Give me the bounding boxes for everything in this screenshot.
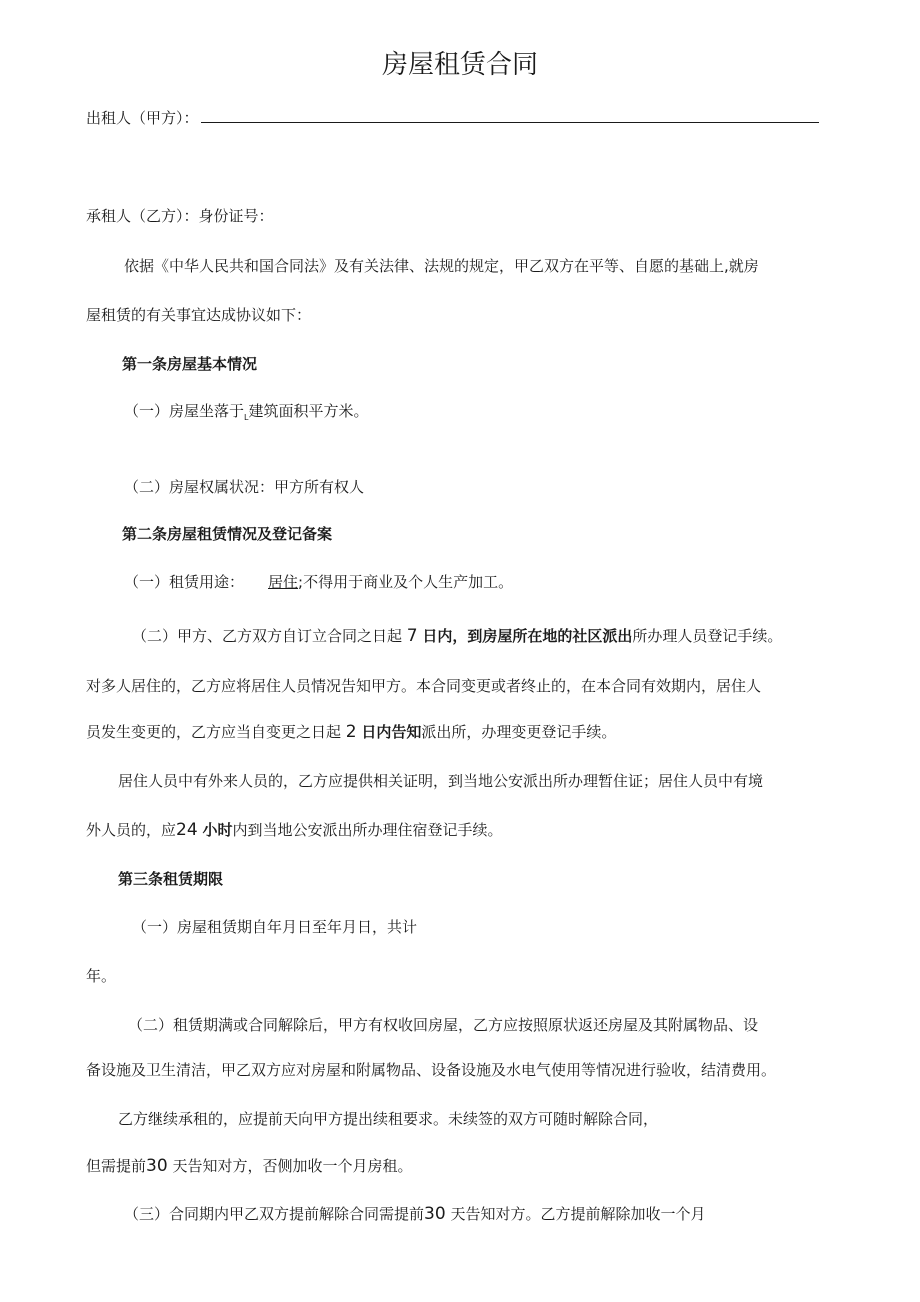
item-label: （一）租赁用途： — [124, 573, 245, 591]
item-text: （二）甲方、乙方双方自订立合同之日起 — [132, 627, 403, 645]
article-2-item-1 — [124, 572, 513, 592]
days-value: 30 — [424, 1204, 446, 1224]
usage-value: 居住 — [268, 573, 299, 591]
item-text-bold: 日内，到房屋所在地的社区派出 — [422, 627, 633, 645]
article-3-item-2-line-2: 备设施及卫生清洁，甲乙双方应对房屋和附属物品、设备设施及水电气使用等情况进行验收，结清费用。 — [86, 1061, 777, 1079]
article-2-item-2-line-1 — [132, 626, 782, 646]
days-value: 7 — [406, 626, 418, 646]
item-text-bold: 日内告知 — [361, 723, 422, 741]
intro-line-2: 屋租赁的有关事宜达成协议如下： — [86, 306, 312, 324]
hours-value: 24 — [176, 820, 198, 840]
article-3-item-1-line-1: （一）房屋租赁期自年月日至年月日，共计 — [132, 918, 418, 936]
article-2-heading: 第二条房屋租赁情况及登记备案 — [122, 525, 333, 543]
lessor-blank — [201, 108, 819, 123]
article-3-renew-line-1: 乙方继续承租的，应提前天向甲方提出续租要求。未续签的双方可随时解除合同， — [118, 1110, 659, 1128]
article-2-item-2-line-2: 对多人居住的，乙方应将居住人员情况告知甲方。本合同变更或者终止的，在本合同有效期内，居住人 — [86, 677, 762, 695]
item-text: 派出所，办理变更登记手续。 — [421, 723, 617, 741]
article-3-item-3 — [124, 1204, 705, 1224]
article-2-para-line-2 — [86, 820, 502, 840]
item-text: （一）房屋坐落于 — [124, 402, 245, 420]
item-text: ;不得用于商业及个人生产加工。 — [298, 573, 514, 591]
item-text: 但需提前 — [86, 1157, 147, 1175]
item-mark: L — [244, 413, 249, 422]
days-value: 2 — [345, 722, 357, 742]
lessor-label: 出租人（甲方）： — [86, 109, 199, 127]
item-text: （三）合同期内甲乙双方提前解除合同需提前 — [124, 1205, 425, 1223]
article-1-item-2: （二）房屋权属状况：甲方所有权人 — [124, 478, 365, 496]
page-title: 房屋租赁合同 — [381, 50, 538, 80]
item-text: 建筑面积平方米。 — [248, 402, 369, 420]
lessee-line: 承租人（乙方）：身份证号： — [86, 207, 274, 225]
item-text: 所办理人员登记手续。 — [632, 627, 783, 645]
article-3-item-2-line-1: （二）租赁期满或合同解除后，甲方有权收回房屋，乙方应按照原状返还房屋及其附属物品、设 — [128, 1016, 759, 1034]
article-3-heading: 第三条租赁期限 — [118, 870, 224, 888]
intro-line-1: 依据《中华人民共和国合同法》及有关法律、法规的规定，甲乙双方在平等、自愿的基础上,就房 — [124, 257, 759, 275]
item-text: 外人员的，应 — [86, 821, 177, 839]
article-1-item-1 — [124, 401, 369, 428]
lessor-line — [86, 108, 819, 128]
item-text-bold: 小时 — [202, 821, 233, 839]
item-text: 内到当地公安派出所办理住宿登记手续。 — [232, 821, 503, 839]
article-3-item-1-line-2: 年。 — [86, 967, 117, 985]
article-2-para-line-1: 居住人员中有外来人员的，乙方应提供相关证明，到当地公安派出所办理暂住证；居住人员中有境 — [118, 772, 764, 790]
item-text: 天告知对方。乙方提前解除加收一个月 — [450, 1205, 706, 1223]
article-1-heading: 第一条房屋基本情况 — [122, 355, 258, 373]
item-text: 员发生变更的，乙方应当自变更之日起 — [86, 723, 342, 741]
item-text: 天告知对方，否侧加收一个月房租。 — [172, 1157, 413, 1175]
article-2-item-2-line-3 — [86, 722, 616, 742]
article-3-renew-line-2 — [86, 1156, 412, 1176]
days-value: 30 — [146, 1156, 168, 1176]
